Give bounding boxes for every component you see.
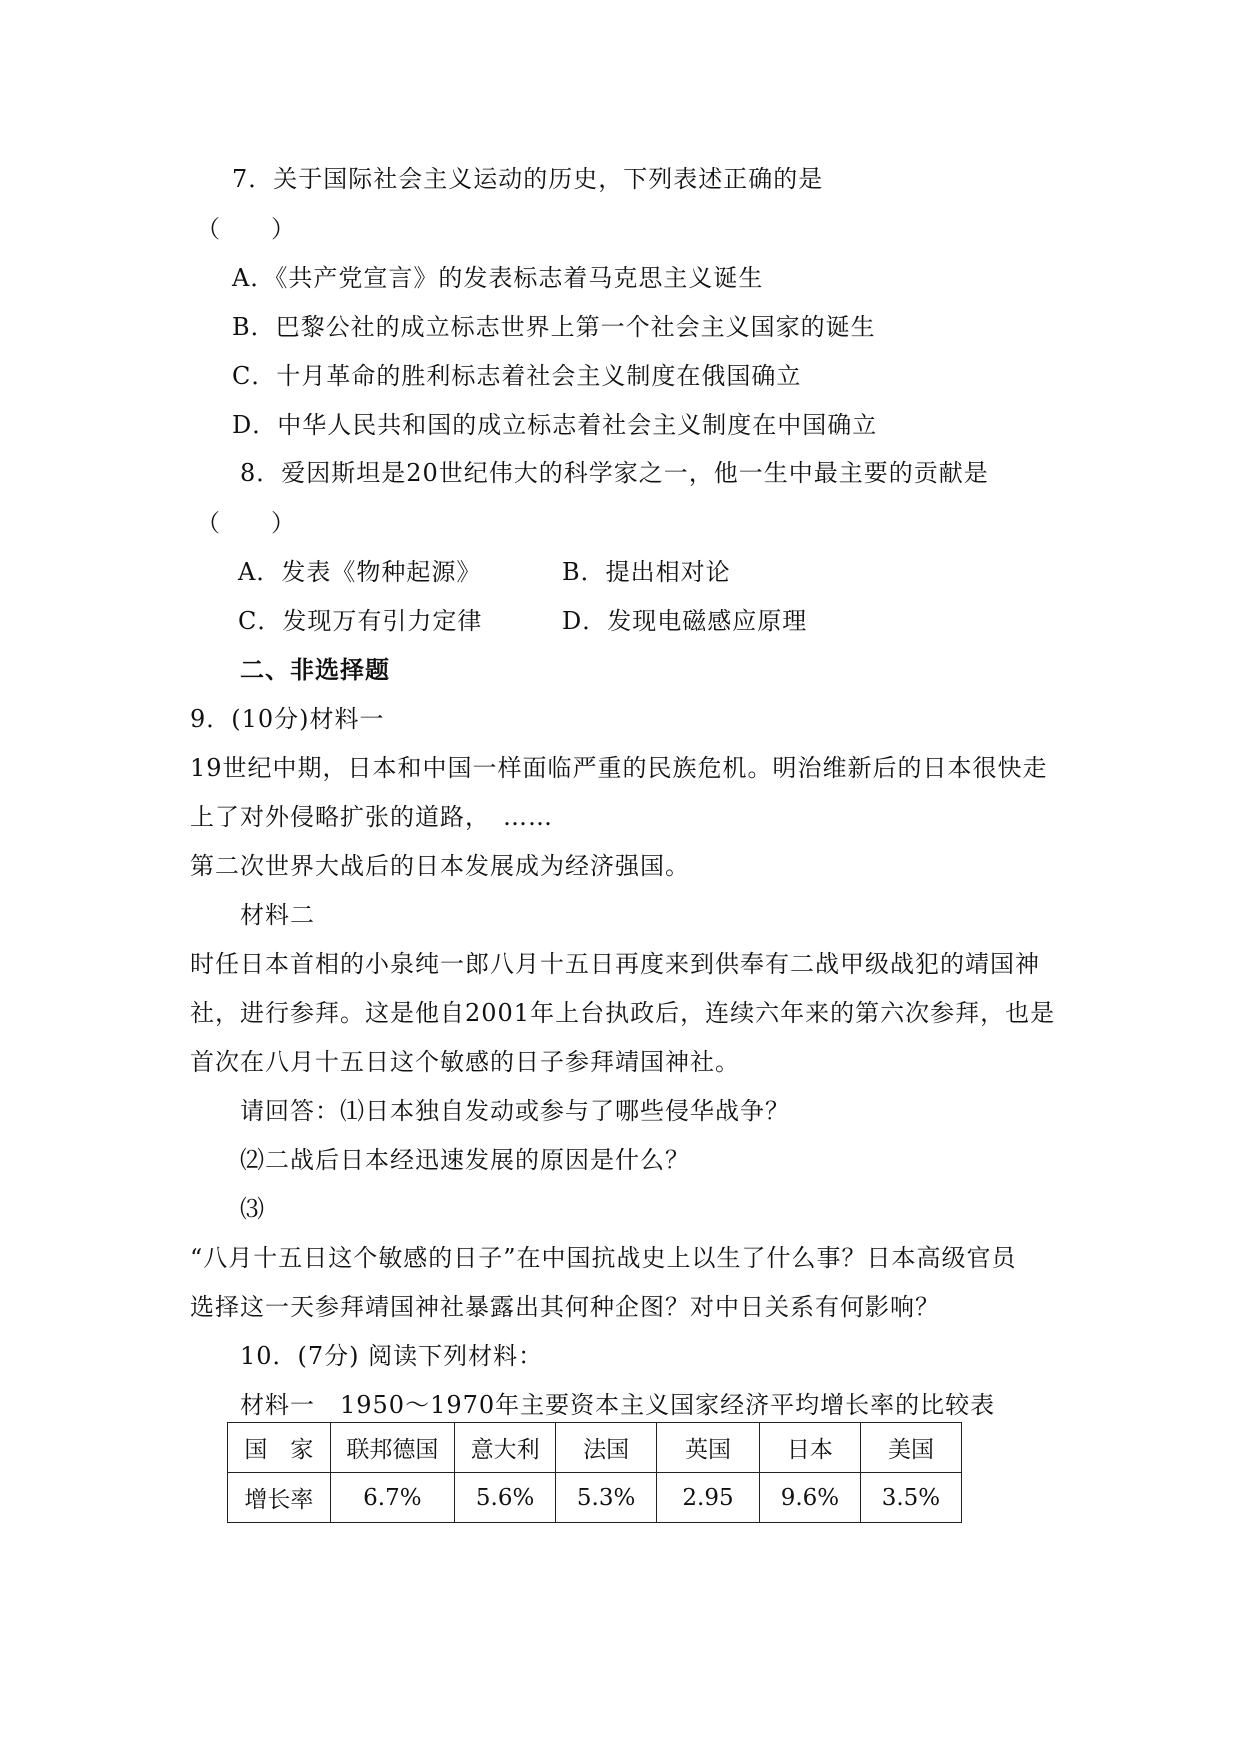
q8-answer-paren: （ ） bbox=[196, 509, 296, 537]
q8-stem: 8．爱因斯坦是20世纪伟大的科学家之一，他一生中最主要的贡献是 bbox=[240, 459, 989, 487]
q9-material1-line: 上了对外侵略扩张的道路， …… bbox=[190, 803, 553, 831]
q9-sub1: 请回答：⑴日本独自发动或参与了哪些侵华战争？ bbox=[240, 1097, 790, 1125]
table-header-row bbox=[228, 1423, 962, 1473]
q7-option-c: C．十月革命的胜利标志着社会主义制度在俄国确立 bbox=[232, 362, 802, 390]
q9-material2-label: 材料二 bbox=[240, 901, 315, 929]
q7-stem: 7．关于国际社会主义运动的历史，下列表述正确的是 bbox=[232, 165, 824, 193]
q9-header: 9．(10分)材料一 bbox=[190, 705, 385, 733]
table-cell: 联邦德国 bbox=[330, 1423, 454, 1473]
q8-option-b: B．提出相对论 bbox=[562, 558, 731, 586]
table-cell: 法国 bbox=[556, 1423, 657, 1473]
table-cell: 美国 bbox=[860, 1423, 961, 1473]
q8-option-c: C．发现万有引力定律 bbox=[238, 607, 483, 635]
q8-option-d: D．发现电磁感应原理 bbox=[562, 607, 808, 635]
table-cell: 2.95 bbox=[657, 1473, 760, 1523]
table-cell: 9.6% bbox=[759, 1473, 860, 1523]
q9-sub2: ⑵二战后日本经迅速发展的原因是什么？ bbox=[240, 1146, 690, 1174]
table-cell: 5.6% bbox=[455, 1473, 556, 1523]
table-cell: 国 家 bbox=[228, 1423, 331, 1473]
table-cell: 6.7% bbox=[330, 1473, 454, 1523]
q10-header: 10．(7分) 阅读下列材料： bbox=[240, 1342, 544, 1370]
q7-answer-paren: （ ） bbox=[196, 215, 296, 243]
q9-material2-line: 时任日本首相的小泉纯一郎八月十五日再度来到供奉有二战甲级战犯的靖国神 bbox=[190, 950, 1040, 978]
table-cell: 增长率 bbox=[228, 1473, 331, 1523]
q9-material2-line: 首次在八月十五日这个敏感的日子参拜靖国神社。 bbox=[190, 1048, 740, 1076]
q9-sub3-line: “八月十五日这个敏感的日子”在中国抗战史上以生了什么事？日本高级官员 bbox=[190, 1244, 1017, 1272]
section-title: 二、非选择题 bbox=[240, 655, 390, 684]
q9-sub3-line: 选择这一天参拜靖国神社暴露出其何种企图？对中日关系有何影响？ bbox=[190, 1293, 940, 1321]
q9-material1-line: 19世纪中期，日本和中国一样面临严重的民族危机。明治维新后的日本很快走 bbox=[190, 754, 1048, 782]
q7-option-d: D．中华人民共和国的成立标志着社会主义制度在中国确立 bbox=[232, 411, 878, 439]
table-cell: 英国 bbox=[657, 1423, 760, 1473]
q9-sub3-label: ⑶ bbox=[240, 1195, 265, 1223]
q10-table-title: 材料一 1950～1970年主要资本主义国家经济平均增长率的比较表 bbox=[240, 1391, 996, 1419]
q8-option-a: A．发表《物种起源》 bbox=[238, 558, 482, 586]
q9-material1-line: 第二次世界大战后的日本发展成为经济强国。 bbox=[190, 852, 690, 880]
table-cell: 日本 bbox=[759, 1423, 860, 1473]
table-cell: 3.5% bbox=[860, 1473, 961, 1523]
table-cell: 意大利 bbox=[455, 1423, 556, 1473]
q9-material2-line: 社，进行参拜。这是他自2001年上台执政后，连续六年来的第六次参拜，也是 bbox=[190, 999, 1056, 1027]
q7-option-a: A．《共产党宣言》的发表标志着马克思主义诞生 bbox=[232, 264, 764, 292]
table-row bbox=[228, 1473, 962, 1523]
q7-option-b: B．巴黎公社的成立标志世界上第一个社会主义国家的诞生 bbox=[232, 313, 876, 341]
table-cell: 5.3% bbox=[556, 1473, 657, 1523]
growth-rate-table bbox=[227, 1422, 962, 1523]
